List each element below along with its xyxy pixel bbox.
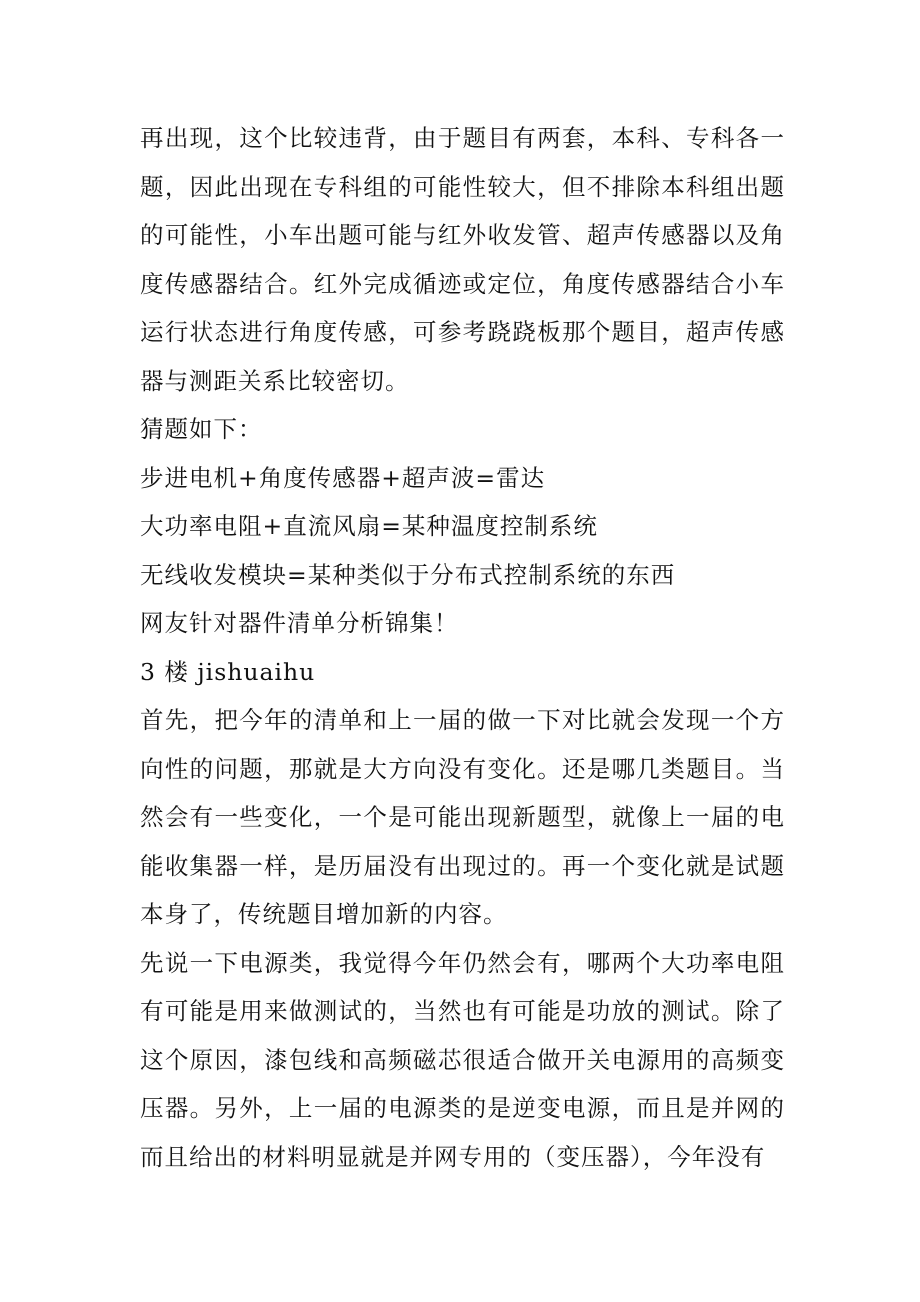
document-body bbox=[140, 114, 785, 1181]
summary-heading: 网友针对器件清单分析锦集！ bbox=[140, 609, 459, 637]
paragraph-comparison: 首先，把今年的清单和上一届的做一下对比就会发现一个方向性的问题，那就是大方向没有变化。还是哪几类题目。当然会有一些变化，一个是可能出现新题型，就像上一届的电能收集器一样，是历届没有出现过的。再一个变化就是试题本身了，传统题目增加新的内容。 bbox=[140, 706, 785, 928]
guess-item-distributed: 无线收发模块=某种类似于分布式控制系统的东西 bbox=[140, 560, 676, 589]
guess-heading: 猜题如下： bbox=[140, 415, 263, 443]
guess-item-radar: 步进电机+角度传感器+超声波=雷达 bbox=[140, 463, 546, 492]
guess-item-temperature: 大功率电阻+直流风扇=某种温度控制系统 bbox=[140, 512, 598, 540]
paragraph-power-supply: 先说一下电源类，我觉得今年仍然会有，哪两个大功率电阻有可能是用来做测试的，当然也有可能是功放的测试。除了这个原因，漆包线和高频磁芯很适合做开关电源用的高频变压器。另外，上一届的电源类的是逆变电源，而且是并网的而且给出的材料明显就是并网专用的（变压器），今年没有 bbox=[140, 948, 785, 1171]
floor-label: 3 楼 jishuaihu bbox=[140, 657, 316, 686]
paragraph-car-topic: 再出现，这个比较违背，由于题目有两套，本科、专科各一题，因此出现在专科组的可能性较大，但不排除本科组出题的可能性，小车出题可能与红外收发管、超声传感器以及角度传感器结合。红外完成循迹或定位，角度传感器结合小车运行状态进行角度传感，可参考跷跷板那个题目，超声传感器与测距关系比较密切。 bbox=[140, 124, 785, 395]
